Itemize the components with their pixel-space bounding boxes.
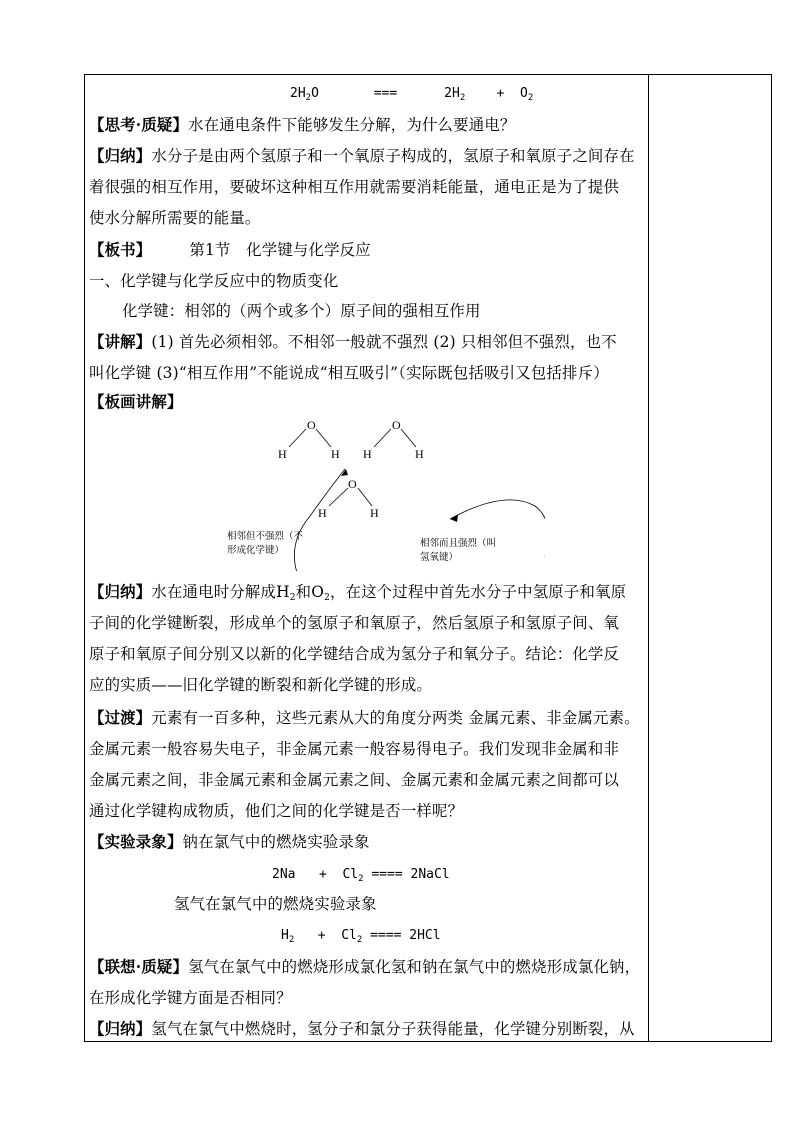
arrow-right-head: [450, 515, 458, 522]
summary-3-line-1: 【归纳】氢气在氯气中燃烧时，氢分子和氯分子获得能量，化学键分别断裂，从: [89, 1020, 635, 1038]
lecture-line-1: 【讲解】(1) 首先必须相邻。不相邻一般就不强烈 (2) 只相邻但不强烈，也不: [89, 333, 617, 351]
hydrogen-atom: H: [363, 447, 372, 461]
oxygen-atom: O: [307, 418, 316, 432]
hydrogen-atom: H: [415, 447, 424, 461]
experiment-line-2: 氢气在氯气中的燃烧实验录象: [174, 895, 377, 913]
caption-right: 相邻而且强烈（叫 氢氧键）: [420, 538, 497, 563]
water-molecule-right: [363, 418, 424, 461]
drawing-tag: 【板画讲解】: [89, 393, 183, 411]
transition-line-2: 金属元素一般容易失电子，非金属元素一般容易得电子。我们发现非金属和非: [89, 740, 620, 758]
lesson-content: [85, 75, 648, 1041]
water-molecule-left: [278, 418, 340, 461]
section-heading: 一、化学键与化学反应中的物质变化: [89, 272, 339, 290]
summary-1-line-2: 着很强的相互作用，要破坏这种相互作用就需要消耗能量，通电正是为了提供: [89, 178, 620, 196]
question-2-line-2: 在形成化学键方面是否相同？: [89, 989, 292, 1007]
lecture-line-2: 叫化学键 (3)“相互作用”不能说成“相互吸引”（实际既包括吸引又包括排斥）: [89, 364, 609, 382]
summary-2-line-2: 子间的化学键断裂，形成单个的氢原子和氧原子，然后氢原子和氢原子间、氧: [89, 614, 620, 632]
hydrogen-atom: H: [331, 447, 340, 461]
think-question: 【思考·质疑】水在通电条件下能够发生分解，为什么要通电？: [89, 116, 516, 134]
water-equation: $2H_2O$ === $2H_2$ + $O_2$: [290, 86, 534, 103]
lesson-table: [84, 74, 772, 1042]
transition-line-3: 金属元素之间，非金属元素和金属元素之间、金属元素和金属元素之间都可以: [89, 771, 620, 789]
column-divider: [648, 75, 649, 1041]
summary-1-line-3: 使水分解所需要的能量。: [89, 209, 261, 227]
hydrogen-atom: H: [278, 447, 287, 461]
hydrogen-equation: $H_2$ + $Cl_2$ ==== 2HCl: [281, 928, 441, 945]
oxygen-atom: O: [348, 477, 357, 491]
hydrogen-atom: H: [370, 506, 379, 520]
transition-line-1: 【过渡】元素有一百多种，这些元素从大的角度分两类 金属元素、非金属元素。: [89, 709, 640, 727]
transition-line-4: 通过化学键构成物质，他们之间的化学键是否一样呢？: [89, 802, 464, 820]
sodium-equation: 2Na + $Cl_2$ ==== 2NaCl: [272, 867, 450, 884]
definition-line: 化学键：相邻的（两个或多个）原子间的强相互作用: [122, 302, 481, 320]
summary-2-line-3: 原子和氧原子间分别又以新的化学键结合成为氢分子和氧分子。结论：化学反: [89, 645, 620, 663]
summary-1-line-1: 【归纳】水分子是由两个氢原子和一个氧原子构成的，氢原子和氧原子之间存在: [89, 147, 635, 165]
summary-2-line-4: 应的实质——旧化学键的断裂和新化学键的形成。: [89, 676, 432, 694]
caption-left: 相邻但不强烈（不 形成化学键）: [227, 531, 304, 556]
experiment-line-1: 【实验录象】钠在氯气中的燃烧实验录象: [89, 833, 370, 851]
board-heading: 【板书】 第1节 化学键与化学反应: [89, 241, 371, 259]
oxygen-atom: O: [392, 418, 401, 432]
water-molecule-center: [318, 477, 379, 520]
hydrogen-atom: H: [318, 506, 327, 520]
question-2-line-1: 【联想·质疑】氢气在氯气中的燃烧形成氯化氢和钠在氯气中的燃烧形成氯化钠，: [89, 958, 641, 976]
summary-2-line-1: 【归纳】水在通电时分解成$H_2$和$O_2$，在这个过程中首先水分子中氢原子和氧原: [89, 583, 627, 603]
